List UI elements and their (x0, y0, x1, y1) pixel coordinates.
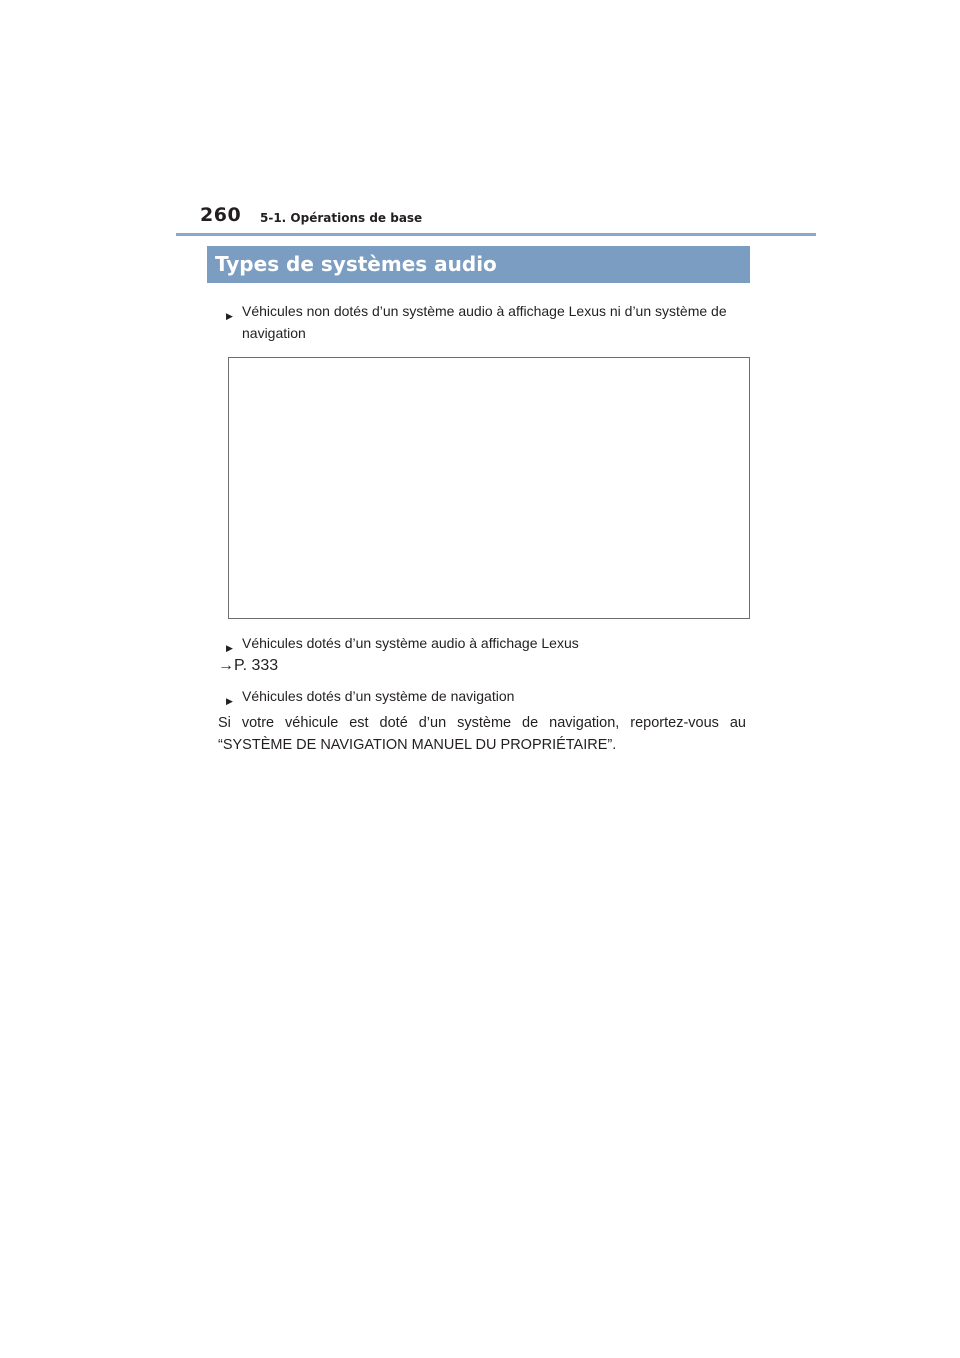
navigation-note-paragraph: Si votre véhicule est doté d’un système de navigation, reportez-vous au “SYSTÈME DE NAVIGATION MANUEL DU PROPRIÉTAIRE”. (218, 715, 746, 753)
section-title: Types de systèmes audio (215, 252, 497, 276)
triangle-right-icon: ▶ (226, 696, 233, 706)
triangle-right-icon: ▶ (226, 643, 233, 653)
bullet-item-navigation: ▶ Véhicules dotés d’un système de navigation (226, 685, 750, 707)
page-reference-link[interactable]: →P. 333 (218, 657, 279, 674)
page-header (176, 200, 816, 236)
bullet-item-no-display-no-nav: ▶ Véhicules non dotés d’un système audio à affichage Lexus ni d’un système de navigation (226, 303, 727, 341)
triangle-right-icon: ▶ (226, 311, 233, 321)
bullet-item-display-audio: ▶ Véhicules dotés d’un système audio à affichage Lexus (226, 632, 750, 654)
section-heading-bar (207, 246, 750, 283)
page-number: 260 (200, 204, 242, 226)
audio-system-illustration (228, 357, 750, 619)
chapter-title: 5-1. Opérations de base (260, 211, 423, 225)
